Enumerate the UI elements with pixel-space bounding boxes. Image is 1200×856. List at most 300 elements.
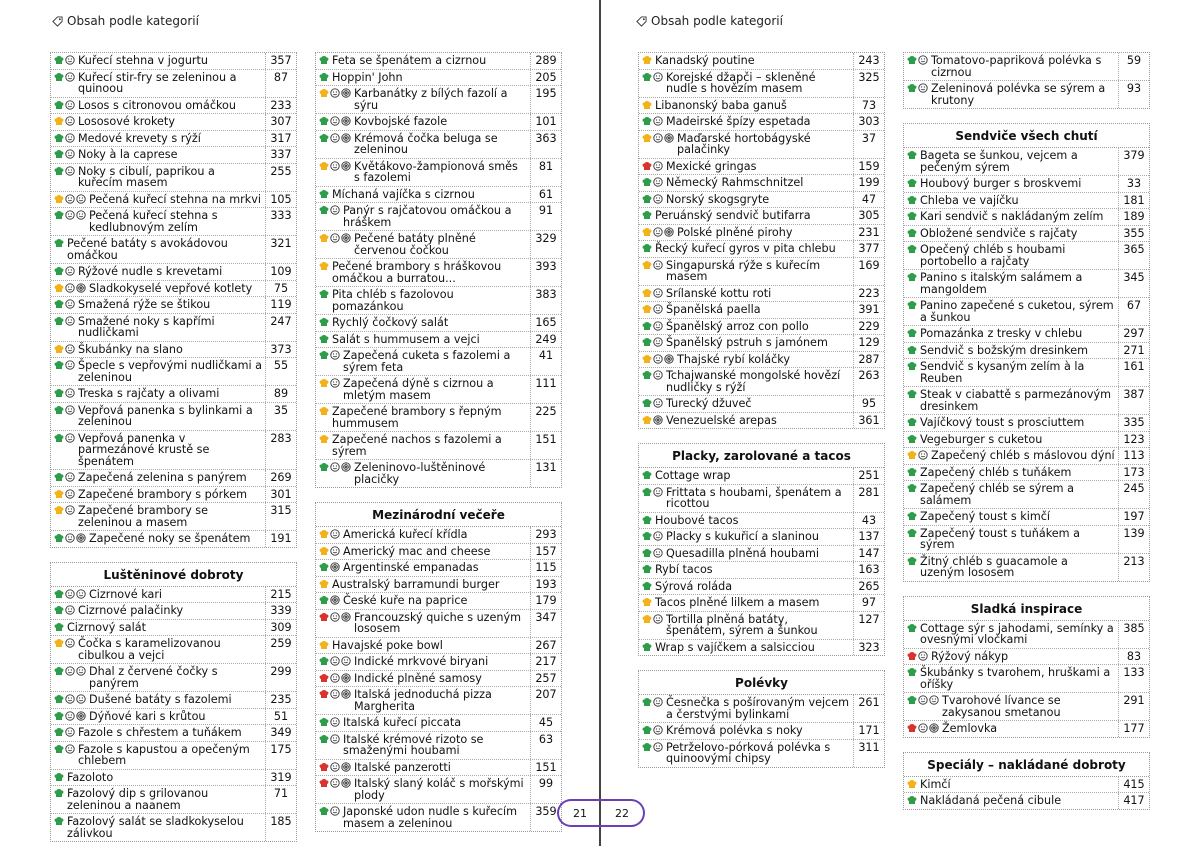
recipe-row[interactable] [316, 459, 561, 487]
recipe-name-cell [639, 159, 853, 175]
recipe-row[interactable] [51, 724, 296, 741]
recipe-icons [907, 667, 917, 677]
smile-face-icon [330, 529, 340, 539]
flower-icon [341, 161, 351, 171]
recipe-name: Petrželovo-pórková polévka s quinoovými chipsy [666, 740, 831, 765]
recipe-row[interactable] [51, 53, 296, 69]
recipe-page-number: 129 [853, 335, 884, 351]
recipe-row[interactable] [904, 464, 1149, 481]
smile-face-icon [918, 55, 928, 65]
recipe-icons [319, 116, 351, 126]
recipe-row[interactable] [316, 543, 561, 560]
green-chef-hat-icon [907, 389, 917, 399]
recipe-row[interactable] [904, 297, 1149, 325]
recipe-name: Venezuelské arepas [666, 413, 777, 427]
recipe-row[interactable] [316, 158, 561, 186]
recipe-page-number: 337 [265, 147, 296, 163]
recipe-row[interactable] [316, 576, 561, 593]
smile-face-icon [918, 723, 928, 733]
recipe-name: Cizrnové palačinky [78, 604, 184, 617]
recipe-row[interactable] [904, 720, 1149, 737]
recipe-row[interactable] [316, 347, 561, 375]
recipe-page-number: 73 [853, 98, 884, 114]
recipe-row[interactable] [51, 280, 296, 297]
recipe-row[interactable] [904, 175, 1149, 192]
recipe-icons [319, 612, 351, 622]
recipe-name-cell [316, 560, 530, 576]
recipe-row[interactable] [316, 686, 561, 714]
recipe-row[interactable] [51, 708, 296, 725]
recipe-row[interactable] [639, 318, 884, 335]
recipe-page-number: 311 [853, 740, 884, 767]
recipe-page-number: 255 [265, 164, 296, 191]
recipe-row[interactable] [316, 609, 561, 637]
recipe-row[interactable] [639, 611, 884, 639]
recipe-row[interactable] [904, 508, 1149, 525]
recipe-row[interactable] [316, 714, 561, 731]
recipe-name: Kuřecí stir-fry se zeleninou a quinoou [78, 70, 237, 95]
recipe-row[interactable] [904, 80, 1149, 108]
recipe-name-cell [51, 114, 265, 130]
recipe-row[interactable] [316, 69, 561, 86]
recipe-row[interactable] [51, 619, 296, 636]
recipe-name-cell [51, 386, 265, 402]
recipe-row[interactable] [316, 186, 561, 203]
recipe-row[interactable] [639, 257, 884, 285]
recipe-page-number: 105 [265, 192, 296, 208]
recipe-row[interactable] [904, 148, 1149, 175]
recipe-row[interactable] [904, 241, 1149, 269]
smile-face-icon [330, 734, 340, 744]
recipe-name-cell [316, 376, 530, 403]
flower-icon [341, 612, 351, 622]
recipe-row[interactable] [51, 296, 296, 313]
green-chef-hat-icon [642, 398, 652, 408]
recipe-name: Mexické gringas [666, 159, 757, 173]
recipe-name-cell [316, 654, 530, 670]
recipe-row[interactable] [51, 385, 296, 402]
recipe-row[interactable] [51, 769, 296, 786]
recipe-page-number: 173 [1118, 465, 1149, 481]
recipe-row[interactable] [904, 431, 1149, 448]
recipe-page-number: 123 [1118, 432, 1149, 448]
recipe-row[interactable] [51, 191, 296, 208]
recipe-row[interactable] [904, 192, 1149, 209]
recipe-row[interactable] [51, 163, 296, 191]
recipe-row[interactable] [316, 775, 561, 803]
recipe-row[interactable] [51, 130, 296, 147]
yellow-chef-hat-icon [54, 344, 64, 354]
recipe-row[interactable] [639, 722, 884, 739]
recipe-row[interactable] [904, 621, 1149, 648]
recipe-icons [54, 238, 64, 248]
yellow-chef-hat-icon [54, 489, 64, 499]
recipe-row[interactable] [51, 235, 296, 263]
recipe-name-cell [904, 148, 1118, 175]
smile-face-icon [653, 288, 663, 298]
recipe-name-cell [51, 692, 265, 708]
recipe-row[interactable] [316, 230, 561, 258]
recipe-row[interactable] [316, 286, 561, 314]
recipe-name: Americký mac and cheese [343, 544, 491, 558]
recipe-name: Kari sendvič s nakládaným zelím [920, 210, 1104, 223]
recipe-row[interactable] [316, 759, 561, 776]
recipe-icons [907, 511, 917, 521]
recipe-name: Pečená kuřecí stehna na mrkvi [89, 192, 261, 206]
recipe-page-number: 319 [265, 770, 296, 786]
recipe-row[interactable] [51, 587, 296, 603]
recipe-icons [642, 116, 663, 126]
recipe-page-number: 207 [530, 687, 561, 714]
recipe-row[interactable] [639, 240, 884, 257]
recipe-page-number: 41 [530, 348, 561, 375]
green-chef-hat-icon [54, 744, 64, 754]
recipe-row[interactable] [904, 692, 1149, 720]
recipe-name-cell [639, 529, 853, 545]
recipe-row[interactable] [51, 741, 296, 769]
recipe-row[interactable] [639, 285, 884, 302]
recipe-row[interactable] [639, 301, 884, 318]
recipe-name-cell [51, 620, 265, 636]
recipe-icons [642, 597, 652, 607]
recipe-row[interactable] [639, 334, 884, 351]
smile-face-icon [330, 133, 340, 143]
green-chef-hat-icon [54, 100, 64, 110]
yellow-chef-hat-icon [642, 614, 652, 624]
recipe-page-number: 171 [853, 723, 884, 739]
recipe-row[interactable] [51, 113, 296, 130]
recipe-name: Noky à la caprese [78, 148, 178, 161]
recipe-icons [319, 806, 340, 816]
recipe-name-cell [316, 732, 530, 759]
recipe-name: Italská jednoduchá pizza Margherita [354, 688, 492, 713]
recipe-name-cell [904, 359, 1118, 386]
recipe-row[interactable] [51, 263, 296, 280]
recipe-row[interactable] [316, 258, 561, 286]
recipe-row[interactable] [904, 358, 1149, 386]
recipe-name: Krémová čočka beluga se zeleninou [354, 131, 498, 156]
recipe-name-cell [904, 465, 1118, 481]
recipe-row[interactable] [639, 367, 884, 395]
recipe-row[interactable] [639, 191, 884, 208]
recipe-row[interactable] [51, 486, 296, 503]
yellow-chef-hat-icon [642, 304, 652, 314]
category-box [50, 52, 297, 548]
recipe-icons [54, 533, 86, 543]
recipe-page-number: 71 [265, 786, 296, 813]
recipe-icons [54, 589, 86, 599]
smile-face-icon [65, 605, 75, 615]
smile-face-icon [65, 116, 75, 126]
recipe-name: Korejské džapči – skleněné nudle s hovězím masem [666, 70, 816, 95]
recipe-row[interactable] [316, 527, 561, 543]
recipe-row[interactable] [904, 414, 1149, 431]
recipe-row[interactable] [316, 559, 561, 576]
recipe-page-number: 345 [1118, 270, 1149, 297]
recipe-page-number: 321 [265, 236, 296, 263]
recipe-name-cell [51, 770, 265, 786]
recipe-page-number: 61 [530, 187, 561, 203]
recipe-row[interactable] [639, 174, 884, 191]
recipe-row[interactable] [51, 469, 296, 486]
green-chef-hat-icon [54, 133, 64, 143]
recipe-page-number: 417 [1118, 793, 1149, 809]
recipe-row[interactable] [639, 545, 884, 562]
recipe-page-number: 87 [265, 70, 296, 97]
yellow-chef-hat-icon [54, 283, 64, 293]
recipe-row[interactable] [51, 635, 296, 663]
recipe-row[interactable] [316, 670, 561, 687]
recipe-row[interactable] [904, 664, 1149, 692]
recipe-row[interactable] [639, 69, 884, 97]
recipe-row[interactable] [51, 785, 296, 813]
recipe-name: Panino zapečené s cuketou, sýrem a šunkou [920, 299, 1114, 324]
smile-face-icon [65, 149, 75, 159]
recipe-name-cell [51, 664, 265, 691]
recipe-page-number: 299 [265, 664, 296, 691]
recipe-row[interactable] [316, 202, 561, 230]
recipe-name: Řecký kuřecí gyros v pita chlebu [655, 242, 836, 255]
recipe-page-number: 415 [1118, 777, 1149, 793]
recipe-name-cell [51, 53, 265, 69]
green-chef-hat-icon [319, 734, 329, 744]
recipe-row[interactable] [639, 561, 884, 578]
recipe-page-number: 225 [530, 404, 561, 431]
flower-icon [330, 595, 340, 605]
recipe-row[interactable] [904, 447, 1149, 464]
recipe-row[interactable] [316, 113, 561, 130]
recipe-row[interactable] [51, 207, 296, 235]
recipe-row[interactable] [639, 395, 884, 412]
recipe-name: Fazoloto [67, 770, 114, 784]
smile-face-icon [918, 695, 928, 705]
smile-face-icon [65, 299, 75, 309]
recipe-row[interactable] [639, 695, 884, 722]
recipe-icons [642, 161, 663, 171]
recipe-row[interactable] [316, 375, 561, 403]
recipe-row[interactable] [51, 502, 296, 530]
recipe-row[interactable] [51, 402, 296, 430]
recipe-icons [54, 344, 75, 354]
header-title: Obsah podle kategorií [67, 14, 199, 28]
recipe-row[interactable] [904, 777, 1149, 793]
recipe-page-number: 259 [265, 636, 296, 663]
recipe-row[interactable] [51, 663, 296, 691]
category-box [638, 670, 885, 768]
smile-face-icon [918, 83, 928, 93]
recipe-name-cell [51, 208, 265, 235]
recipe-icons [54, 711, 86, 721]
recipe-row[interactable] [51, 813, 296, 841]
smile-face-icon [330, 350, 340, 360]
recipe-page-number: 165 [530, 315, 561, 331]
recipe-name: Opečený chléb s houbami portobello a rajčaty [920, 243, 1066, 268]
recipe-row[interactable] [316, 431, 561, 459]
recipe-row[interactable] [639, 53, 884, 69]
recipe-row[interactable] [316, 314, 561, 331]
recipe-row[interactable] [639, 224, 884, 241]
recipe-icons [907, 244, 917, 254]
recipe-name-cell [904, 448, 1118, 464]
green-chef-hat-icon [319, 205, 329, 215]
red-chef-hat-icon [319, 762, 329, 772]
recipe-name-cell [51, 725, 265, 741]
recipe-page-number: 293 [530, 527, 561, 543]
recipe-page-number: 329 [530, 231, 561, 258]
green-chef-hat-icon [642, 642, 652, 652]
recipe-page-number: 139 [1118, 526, 1149, 553]
recipe-row[interactable] [51, 146, 296, 163]
recipe-page-number: 119 [265, 297, 296, 313]
recipe-name: Maďarské hortobágyské palačinky [677, 131, 811, 156]
smile-face-icon [330, 717, 340, 727]
recipe-icons [907, 211, 917, 221]
recipe-icons [319, 133, 351, 143]
green-chef-hat-icon [907, 328, 917, 338]
recipe-row[interactable] [639, 351, 884, 368]
recipe-name-cell [904, 721, 1118, 737]
recipe-row[interactable] [316, 130, 561, 158]
recipe-page-number: 355 [1118, 226, 1149, 242]
recipe-icons [54, 433, 75, 443]
recipe-row[interactable] [316, 85, 561, 113]
green-chef-hat-icon [54, 72, 64, 82]
recipe-page-number: 223 [853, 286, 884, 302]
recipe-row[interactable] [316, 331, 561, 348]
recipe-row[interactable] [904, 225, 1149, 242]
green-chef-hat-icon [907, 178, 917, 188]
smile-face-icon [65, 694, 75, 704]
smile-face-icon [65, 638, 75, 648]
green-chef-hat-icon [54, 433, 64, 443]
recipe-row[interactable] [904, 525, 1149, 553]
recipe-row[interactable] [904, 553, 1149, 581]
recipe-row[interactable] [639, 207, 884, 224]
recipe-row[interactable] [639, 739, 884, 767]
recipe-page-number: 283 [265, 431, 296, 470]
recipe-page-number: 269 [265, 470, 296, 486]
recipe-row[interactable] [639, 130, 884, 158]
recipe-row[interactable] [904, 208, 1149, 225]
recipe-page-number: 373 [265, 342, 296, 358]
recipe-name: Pečená kuřecí stehna s kedlubnovým zelím [89, 209, 218, 234]
smile-face-icon [918, 651, 928, 661]
green-chef-hat-icon [907, 150, 917, 160]
recipe-row[interactable] [316, 803, 561, 831]
recipe-row[interactable] [639, 97, 884, 114]
recipe-name-cell [904, 793, 1118, 809]
smile-face-icon [65, 360, 75, 370]
recipe-row[interactable] [316, 403, 561, 431]
recipe-row[interactable] [904, 342, 1149, 359]
recipe-row[interactable] [904, 325, 1149, 342]
recipe-row[interactable] [904, 53, 1149, 80]
recipe-name-cell [316, 432, 530, 459]
recipe-row[interactable] [639, 578, 884, 595]
recipe-name-cell [639, 579, 853, 595]
recipe-row[interactable] [51, 69, 296, 97]
recipe-row[interactable] [51, 691, 296, 708]
recipe-row[interactable] [639, 512, 884, 529]
green-chef-hat-icon [54, 472, 64, 482]
recipe-row[interactable] [639, 412, 884, 429]
recipe-row[interactable] [316, 53, 561, 69]
recipe-icons [907, 695, 939, 705]
recipe-icons [907, 328, 917, 338]
recipe-row[interactable] [904, 648, 1149, 665]
recipe-name: Zapečená dýně s cizrnou a mletým masem [343, 377, 494, 402]
recipe-name: Indické plněné samosy [354, 671, 482, 685]
recipe-row[interactable] [639, 528, 884, 545]
recipe-icons [907, 417, 917, 427]
smile-face-icon [653, 742, 663, 752]
green-chef-hat-icon [54, 711, 64, 721]
recipe-row[interactable] [904, 269, 1149, 297]
red-chef-hat-icon [907, 723, 917, 733]
smile-face-icon [65, 533, 75, 543]
recipe-icons [54, 666, 86, 676]
recipe-row[interactable] [639, 113, 884, 130]
recipe-name: Zapečený toust s kimčí [920, 510, 1051, 523]
recipe-row[interactable] [904, 792, 1149, 809]
green-chef-hat-icon [319, 72, 329, 82]
recipe-row[interactable] [51, 430, 296, 470]
recipe-name: Havajské poke bowl [332, 638, 443, 652]
recipe-row[interactable] [904, 480, 1149, 508]
recipe-row[interactable] [316, 637, 561, 654]
recipe-name: Bageta se šunkou, vejcem a pečeným sýrem [920, 149, 1078, 174]
recipe-row[interactable] [639, 484, 884, 512]
recipe-name: Frittata s houbami, špenátem a ricottou [666, 485, 842, 510]
recipe-name: Zapečený chléb se sýrem a salámem [920, 482, 1074, 507]
recipe-name-cell [316, 332, 530, 348]
category-box [903, 596, 1150, 738]
green-chef-hat-icon [54, 533, 64, 543]
recipe-row[interactable] [639, 594, 884, 611]
recipe-name: Smažené noky s kapřími nudličkami [78, 314, 215, 339]
green-chef-hat-icon [54, 405, 64, 415]
recipe-row[interactable] [51, 313, 296, 341]
recipe-row[interactable] [639, 158, 884, 175]
recipe-page-number: 169 [853, 258, 884, 285]
recipe-name: Zapečená cuketa s fazolemi a sýrem feta [343, 349, 511, 374]
recipe-icons [54, 405, 75, 415]
recipe-row[interactable] [639, 639, 884, 656]
recipe-row[interactable] [316, 653, 561, 670]
recipe-row[interactable] [51, 97, 296, 114]
smile-face-icon [653, 227, 663, 237]
recipe-row[interactable] [639, 468, 884, 484]
recipe-name-cell [639, 319, 853, 335]
recipe-row[interactable] [51, 357, 296, 385]
recipe-row[interactable] [316, 731, 561, 759]
recipe-icons [319, 406, 329, 416]
green-chef-hat-icon [54, 388, 64, 398]
recipe-row[interactable] [51, 602, 296, 619]
smile-face-icon [65, 711, 75, 721]
recipe-page-number: 245 [1118, 481, 1149, 508]
recipe-row[interactable] [904, 386, 1149, 414]
recipe-name: Zapečené brambory se zeleninou a masem [78, 504, 208, 529]
recipe-name: České kuře na paprice [343, 594, 468, 607]
recipe-row[interactable] [51, 341, 296, 358]
recipe-row[interactable] [51, 530, 296, 547]
recipe-row[interactable] [316, 592, 561, 609]
recipe-icons [54, 283, 86, 293]
smile-face-icon [330, 378, 340, 388]
recipe-name-cell [51, 431, 265, 470]
recipe-icons [642, 564, 652, 574]
